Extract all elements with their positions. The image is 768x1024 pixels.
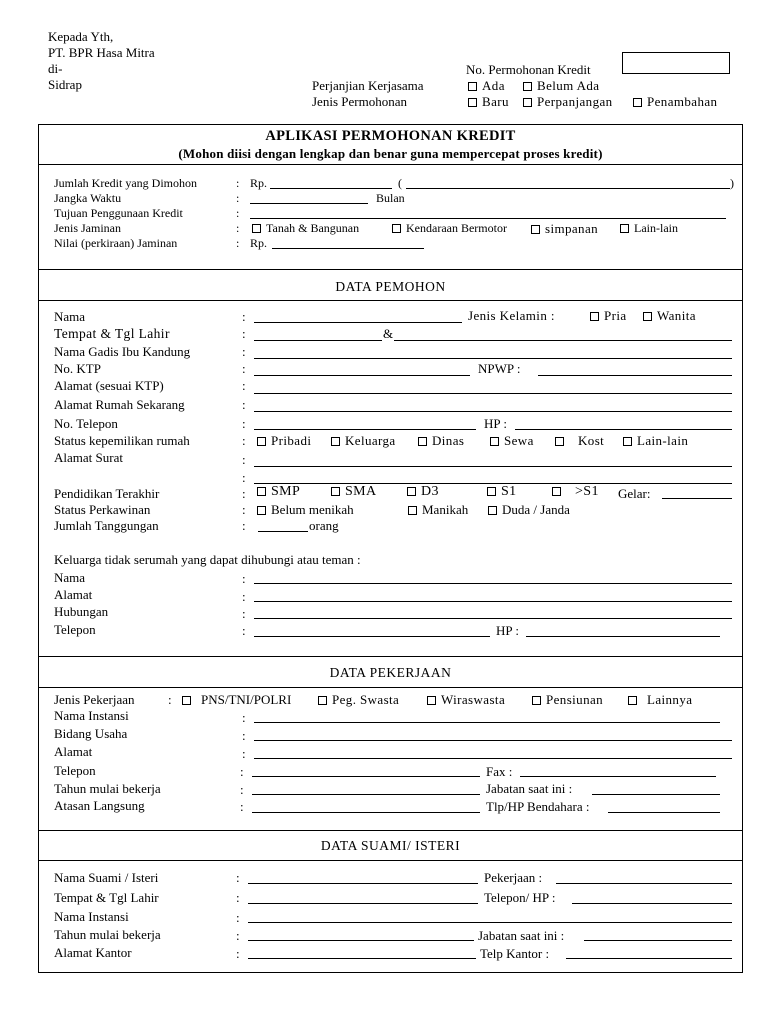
no-permohonan-label: No. Permohonan Kredit [466, 62, 591, 77]
colon: : [242, 470, 246, 485]
hp-label: HP : [484, 416, 507, 431]
alamat-kerja-field[interactable] [254, 758, 732, 759]
gelar-label: Gelar: [618, 486, 651, 501]
checkbox-icon [427, 696, 436, 705]
pekerjaan-option-swasta[interactable]: Peg. Swasta [318, 692, 399, 707]
colon: : [236, 946, 240, 961]
section-heading-pekerjaan: DATA PEKERJAAN [329, 665, 452, 680]
pekerjaan-option-pns[interactable]: PNS/TNI/POLRI [182, 692, 291, 707]
alamat-rumah-field[interactable] [254, 411, 732, 412]
nilai-rp-label: Rp. [250, 236, 268, 250]
suami-alamat-kantor-field[interactable] [248, 958, 476, 959]
jumlah-kredit-field[interactable] [270, 188, 392, 189]
jaminan-option-tanah[interactable]: Tanah & Bangunan [252, 221, 359, 236]
colon: : [242, 416, 246, 431]
kel-telepon-label: Telepon [54, 622, 96, 637]
rumah-option-sewa[interactable]: Sewa [490, 433, 534, 448]
addressee-line-1: Kepada Yth, [48, 29, 114, 44]
alamat-ktp-field[interactable] [254, 393, 732, 394]
colon: : [236, 890, 240, 905]
colon: : [242, 623, 246, 638]
tahun-mulai-label: Tahun mulai bekerja [54, 781, 161, 796]
checkbox-icon [418, 437, 427, 446]
telepon-field[interactable] [254, 429, 476, 430]
pendidikan-option-d3[interactable]: D3 [407, 484, 439, 499]
alamat-surat-label: Alamat Surat [54, 450, 123, 465]
suami-jabatan-label: Jabatan saat ini : [478, 928, 565, 943]
colon: : [242, 309, 246, 324]
telepon-label: No. Telepon [54, 416, 118, 431]
checkbox-icon [407, 487, 416, 496]
jenis-option-penambahan[interactable]: Penambahan [633, 94, 717, 109]
nilai-jaminan-label: Nilai (perkiraan) Jaminan [54, 236, 178, 250]
kel-hubungan-field[interactable] [254, 618, 732, 619]
colon: : [242, 452, 246, 467]
tlp-bendahara-label: Tlp/HP Bendahara : [486, 799, 590, 814]
no-permohonan-input[interactable] [622, 52, 730, 74]
bidang-usaha-field[interactable] [254, 740, 732, 741]
colon: : [242, 589, 246, 604]
rumah-option-lain[interactable]: Lain-lain [623, 433, 688, 448]
gender-option-pria[interactable]: Pria [590, 308, 627, 323]
kel-hubungan-label: Hubungan [54, 604, 109, 619]
colon: : [242, 486, 246, 501]
pekerjaan-option-pensiunan[interactable]: Pensiunan [532, 692, 603, 707]
perjanjian-option-belum-ada[interactable]: Belum Ada [523, 78, 599, 93]
suami-instansi-label: Nama Instansi [54, 909, 129, 924]
colon: : [242, 728, 246, 743]
paren-open: ( [398, 176, 402, 190]
suami-tahun-label: Tahun mulai bekerja [54, 927, 161, 942]
tahun-mulai-field[interactable] [252, 794, 480, 795]
suami-telp-kantor-label: Telp Kantor : [480, 946, 550, 961]
colon: : [240, 782, 244, 797]
npwp-label: NPWP : [478, 361, 521, 376]
pendidikan-option-s1[interactable]: S1 [487, 484, 517, 499]
tujuan-field[interactable] [250, 218, 726, 219]
checkbox-icon [182, 696, 191, 705]
perkawinan-option-menikah[interactable]: Manikah [408, 502, 468, 517]
status-rumah-label: Status kepemilikan rumah [54, 433, 190, 448]
suami-pekerjaan-label: Pekerjaan : [484, 870, 543, 885]
pendidikan-option-smp[interactable]: SMP [257, 484, 300, 499]
alamat-surat-field-1[interactable] [254, 466, 732, 467]
atasan-field[interactable] [252, 812, 480, 813]
tgl-lahir-field[interactable] [394, 340, 732, 341]
checkbox-icon [468, 82, 477, 91]
bulan-label: Bulan [376, 191, 405, 205]
alamat-kerja-label: Alamat [54, 744, 93, 759]
paren-close: ) [730, 176, 734, 190]
alamat-ktp-label: Alamat (sesuai KTP) [54, 378, 164, 393]
suami-telepon-label: Telepon/ HP : [484, 890, 556, 905]
perkawinan-label: Status Perkawinan [54, 502, 151, 517]
pendidikan-option-sma[interactable]: SMA [331, 484, 377, 499]
colon: : [242, 518, 246, 533]
keluarga-intro: Keluarga tidak serumah yang dapat dihubungi atau teman : [54, 552, 361, 567]
checkbox-icon [523, 82, 532, 91]
checkbox-icon [257, 437, 266, 446]
colon: : [242, 502, 246, 517]
addressee-line-3: di- [48, 61, 63, 76]
checkbox-icon [252, 224, 261, 233]
telepon-kerja-label: Telepon [54, 763, 96, 778]
instansi-label: Nama Instansi [54, 708, 129, 723]
colon: : [236, 176, 240, 190]
colon: : [242, 326, 246, 341]
jabatan-label: Jabatan saat ini : [486, 781, 573, 796]
divider [38, 300, 743, 301]
fax-field[interactable] [520, 776, 716, 777]
colon: : [236, 221, 240, 235]
jenis-pekerjaan-label: Jenis Pekerjaan [54, 692, 135, 707]
ibu-kandung-field[interactable] [254, 358, 732, 359]
divider [38, 830, 743, 831]
ampersand: & [383, 326, 394, 341]
form-subtitle: (Mohon diisi dengan lengkap dan benar guna mempercepat proses kredit) [178, 146, 603, 161]
addressee-line-2: PT. BPR Hasa Mitra [48, 45, 155, 60]
divider [38, 164, 743, 165]
pekerjaan-option-wiraswasta[interactable]: Wiraswasta [427, 692, 505, 707]
jaminan-option-simpanan[interactable]: simpanan [531, 221, 598, 236]
colon: : [240, 799, 244, 814]
jangka-waktu-field[interactable] [250, 203, 368, 204]
checkbox-icon [628, 696, 637, 705]
kel-telepon-field[interactable] [254, 636, 490, 637]
checkbox-icon [257, 487, 266, 496]
suami-alamat-kantor-label: Alamat Kantor [54, 945, 132, 960]
form-title: APLIKASI PERMOHONAN KREDIT [265, 128, 516, 144]
terbilang-field[interactable] [406, 188, 730, 189]
suami-telepon-field[interactable] [572, 903, 732, 904]
orang-label: orang [309, 518, 339, 533]
tlp-bendahara-field[interactable] [608, 812, 720, 813]
tujuan-label: Tujuan Penggunaan Kredit [54, 206, 183, 220]
kel-hp-field[interactable] [526, 636, 720, 637]
suami-nama-field[interactable] [248, 883, 478, 884]
hp-field[interactable] [515, 429, 732, 430]
colon: : [236, 206, 240, 220]
checkbox-icon [590, 312, 599, 321]
kel-hp-label: HP : [496, 623, 519, 638]
colon: : [242, 606, 246, 621]
tanggungan-field[interactable] [258, 531, 308, 532]
fax-label: Fax : [486, 764, 513, 779]
checkbox-icon [532, 696, 541, 705]
checkbox-icon [633, 98, 642, 107]
colon: : [242, 397, 246, 412]
suami-telp-kantor-field[interactable] [566, 958, 732, 959]
ktp-field[interactable] [254, 375, 470, 376]
colon: : [242, 571, 246, 586]
checkbox-icon [490, 437, 499, 446]
nilai-jaminan-field[interactable] [272, 248, 424, 249]
checkbox-icon [331, 437, 340, 446]
jenis-jaminan-label: Jenis Jaminan [54, 221, 121, 235]
tempat-lahir-field[interactable] [254, 340, 382, 341]
suami-tahun-field[interactable] [248, 940, 474, 941]
checkbox-icon [468, 98, 477, 107]
alamat-rumah-label: Alamat Rumah Sekarang [54, 397, 185, 412]
bidang-usaha-label: Bidang Usaha [54, 726, 128, 741]
checkbox-icon [620, 224, 629, 233]
jangka-waktu-label: Jangka Waktu [54, 191, 122, 205]
colon: : [242, 433, 246, 448]
gender-option-wanita[interactable]: Wanita [643, 308, 696, 323]
colon: : [240, 764, 244, 779]
addressee-line-4: Sidrap [48, 77, 82, 92]
nama-field[interactable] [254, 322, 462, 323]
colon: : [242, 344, 246, 359]
perjanjian-label: Perjanjian Kerjasama [312, 78, 424, 93]
colon: : [242, 710, 246, 725]
suami-instansi-field[interactable] [248, 922, 732, 923]
gelar-field[interactable] [662, 498, 732, 499]
section-heading-pemohon: DATA PEMOHON [335, 279, 446, 294]
rp-label: Rp. [250, 176, 268, 190]
jabatan-field[interactable] [592, 794, 720, 795]
ktp-label: No. KTP [54, 361, 101, 376]
jenis-kelamin-label: Jenis Kelamin : [468, 308, 555, 323]
jenis-permohonan-label: Jenis Permohonan [312, 94, 407, 109]
colon: : [242, 361, 246, 376]
checkbox-icon [643, 312, 652, 321]
npwp-field[interactable] [538, 375, 732, 376]
divider [38, 860, 743, 861]
jenis-option-perpanjangan[interactable]: Perpanjangan [523, 94, 613, 109]
suami-tempat-tgl-label: Tempat & Tgl Lahir [54, 890, 159, 905]
suami-pekerjaan-field[interactable] [556, 883, 732, 884]
jaminan-option-kendaraan[interactable]: Kendaraan Bermotor [392, 221, 507, 236]
colon: : [236, 928, 240, 943]
nama-label: Nama [54, 309, 86, 324]
checkbox-icon [257, 506, 266, 515]
checkbox-icon [318, 696, 327, 705]
kel-alamat-field[interactable] [254, 601, 732, 602]
checkbox-icon [488, 506, 497, 515]
kel-alamat-label: Alamat [54, 587, 93, 602]
kel-nama-label: Nama [54, 570, 86, 585]
colon: : [236, 870, 240, 885]
perjanjian-option-ada[interactable]: Ada [468, 78, 505, 93]
jumlah-kredit-label: Jumlah Kredit yang Dimohon [54, 176, 197, 190]
jaminan-option-lain[interactable]: Lain-lain [620, 221, 678, 236]
suami-jabatan-field[interactable] [584, 940, 732, 941]
kel-nama-field[interactable] [254, 583, 732, 584]
section-heading-suami: DATA SUAMI/ ISTERI [320, 838, 461, 853]
perkawinan-option-belum[interactable]: Belum menikah [257, 502, 354, 517]
rumah-option-pribadi[interactable]: Pribadi [257, 433, 311, 448]
colon: : [236, 236, 240, 250]
checkbox-icon [487, 487, 496, 496]
checkbox-icon [552, 487, 561, 496]
rumah-option-dinas[interactable]: Dinas [418, 433, 464, 448]
rumah-option-kost[interactable]: Kost [555, 433, 604, 448]
tanggungan-label: Jumlah Tanggungan [54, 518, 159, 533]
checkbox-icon [623, 437, 632, 446]
pendidikan-label: Pendidikan Terakhir [54, 486, 160, 501]
checkbox-icon [331, 487, 340, 496]
divider [38, 687, 743, 688]
colon: : [236, 910, 240, 925]
instansi-field[interactable] [254, 722, 720, 723]
pekerjaan-option-lainnya[interactable]: Lainnya [628, 692, 692, 707]
checkbox-icon [555, 437, 564, 446]
checkbox-icon [531, 225, 540, 234]
checkbox-icon [523, 98, 532, 107]
divider [38, 269, 743, 270]
atasan-label: Atasan Langsung [54, 798, 145, 813]
colon: : [242, 746, 246, 761]
ibu-kandung-label: Nama Gadis Ibu Kandung [54, 344, 191, 359]
tempat-tgl-label: Tempat & Tgl Lahir [54, 326, 170, 341]
colon: : [236, 191, 240, 205]
divider [38, 656, 743, 657]
checkbox-icon [392, 224, 401, 233]
colon: : [242, 378, 246, 393]
pendidikan-option-above-s1[interactable]: >S1 [552, 484, 599, 499]
suami-nama-label: Nama Suami / Isteri [54, 870, 159, 885]
jenis-option-baru[interactable]: Baru [468, 94, 509, 109]
suami-tempat-tgl-field[interactable] [248, 903, 478, 904]
checkbox-icon [408, 506, 417, 515]
rumah-option-keluarga[interactable]: Keluarga [331, 433, 396, 448]
colon: : [168, 692, 172, 707]
perkawinan-option-duda[interactable]: Duda / Janda [488, 502, 570, 517]
telepon-kerja-field[interactable] [252, 776, 480, 777]
